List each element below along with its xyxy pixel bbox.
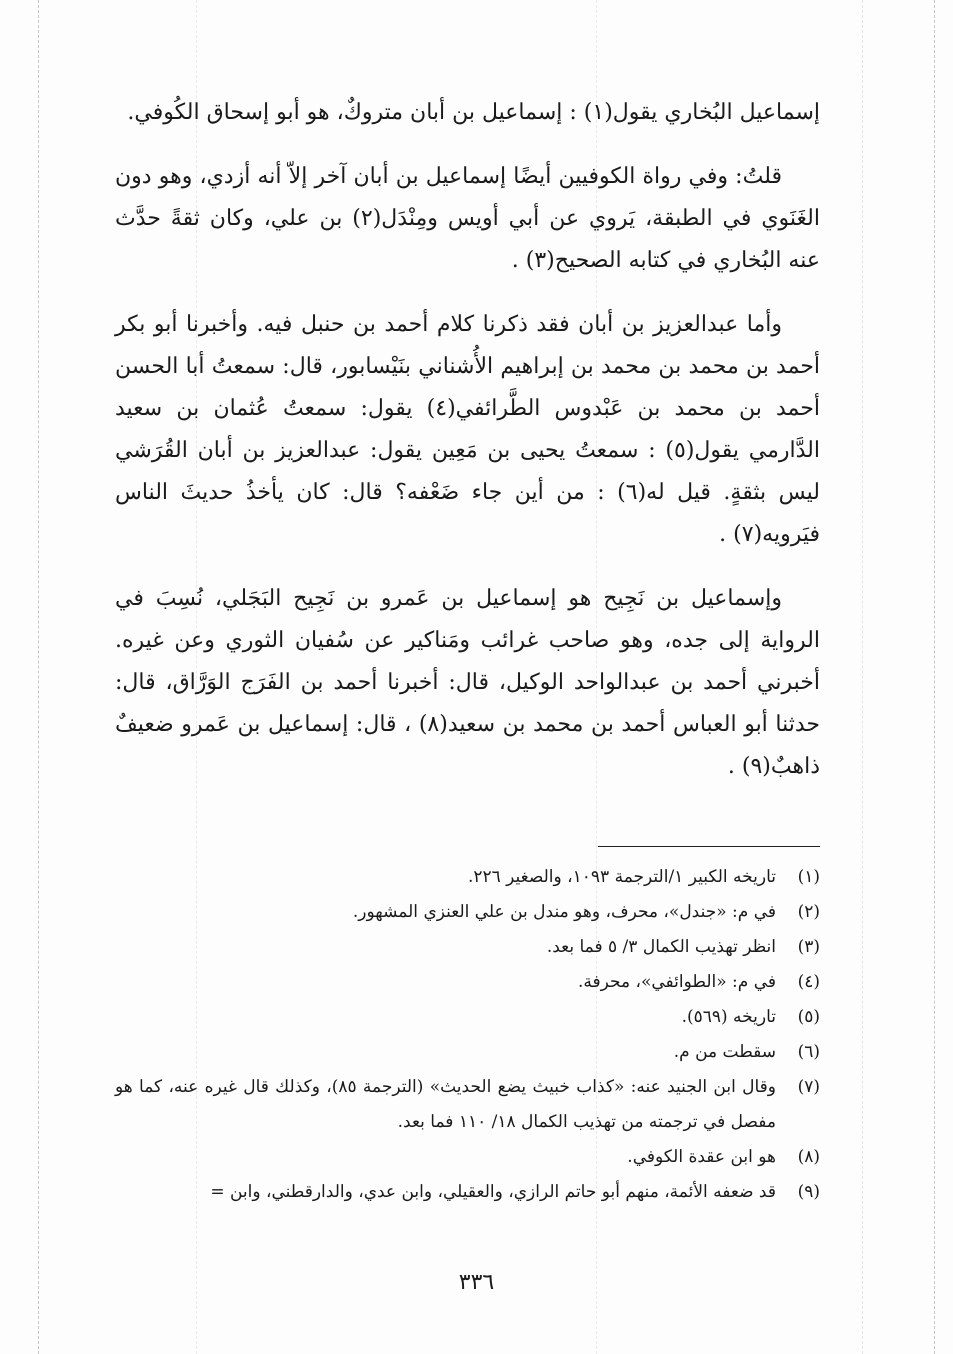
main-text xyxy=(115,92,820,788)
scan-edge-line xyxy=(862,0,863,1354)
footnote-number: (٦) xyxy=(797,1042,820,1062)
footnote-1 xyxy=(115,860,820,895)
footnote-text: سقطت من م. xyxy=(673,1042,776,1062)
footnote-number: (٣) xyxy=(797,937,820,957)
footnotes xyxy=(115,860,820,1210)
footnote-separator xyxy=(598,846,820,847)
footnote-number: (٩) xyxy=(797,1182,820,1202)
footnote-4 xyxy=(115,965,820,1000)
footnote-text: انظر تهذيب الكمال ٣/ ٥ فما بعد. xyxy=(546,937,776,957)
footnote-text: هو ابن عقدة الكوفي. xyxy=(627,1147,776,1167)
footnote-9 xyxy=(115,1175,820,1210)
footnote-2 xyxy=(115,895,820,930)
footnote-text: وقال ابن الجنيد عنه: «كذاب خبيث يضع الحديث» (الترجمة ٨٥)، وكذلك قال غيره عنه، كما هو مفصل في ترجمته من تهذيب الكمال ١٨/ ١١٠ فما بعد. xyxy=(115,1077,776,1132)
scan-edge-line xyxy=(38,0,39,1354)
footnote-number: (٤) xyxy=(797,972,820,992)
footnote-7 xyxy=(115,1070,820,1140)
footnote-text: في م: «الطوائفي»، محرفة. xyxy=(577,972,776,992)
page-number: ٣٣٦ xyxy=(458,1270,495,1295)
footnote-number: (٢) xyxy=(797,902,820,922)
paragraph-1: إسماعيل البُخاري يقول(١) : إسماعيل بن أبان متروكٌ، هو أبو إسحاق الكُوفي. xyxy=(127,100,820,125)
footnote-8 xyxy=(115,1140,820,1175)
footnote-6 xyxy=(115,1035,820,1070)
footnote-text: تاريخه الكبير ١/الترجمة ١٠٩٣، والصغير ٢٢٦. xyxy=(467,867,776,887)
footnote-number: (٧) xyxy=(797,1077,820,1097)
scan-edge-line xyxy=(934,0,935,1354)
footnote-3 xyxy=(115,930,820,965)
footnote-number: (٥) xyxy=(797,1007,820,1027)
footnote-number: (١) xyxy=(797,867,820,887)
footnote-5 xyxy=(115,1000,820,1035)
paragraph-4: وإسماعيل بن نَجِيح هو إسماعيل بن عَمرو بن نَجِيح البَجَلي، نُسِبَ في الرواية إلى جده، وهو صاحب غرائب ومَناكير عن سُفيان الثوري وعن غيره. أخبرني أحمد بن عبدالواحد الوكيل، قال: أخبرنا أحمد بن الفَرَج الوَرَّاق، قال: حدثنا أبو العباس أحمد بن محمد بن سعيد(٨) ، قال: إسماعيل بن عَمرو ضعيفٌ ذاهبٌ(٩) . xyxy=(115,586,821,779)
footnote-text: قد ضعفه الأئمة، منهم أبو حاتم الرازي، والعقيلي، وابن عدي، والدارقطني، وابن = xyxy=(210,1182,776,1202)
footnote-text: في م: «جندل»، محرف، وهو مندل بن علي العنزي المشهور. xyxy=(352,902,776,922)
footnote-text: تاريخه (٥٦٩). xyxy=(681,1007,776,1027)
paragraph-2: قلتُ: وفي رواة الكوفيين أيضًا إسماعيل بن أبان آخر إلاّ أنه أزدي، وهو دون الغَنَوي في الطبقة، يَروي عن أبي أويس ومِنْدَل(٢) بن علي، وكان ثقةً حدَّث عنه البُخاري في كتابه الصحيح(٣) . xyxy=(115,164,820,273)
paragraph-3: وأما عبدالعزيز بن أبان فقد ذكرنا كلام أحمد بن حنبل فيه. وأخبرنا أبو بكر أحمد بن محمد بن محمد بن إبراهيم الأُشناني بنَيْسابور، قال: سمعتُ أبا الحسن أحمد بن محمد بن عَبْدوس الطَّرائفي(٤) يقول: سمعتُ عُثمان بن سعيد الدَّارمي يقول(٥) : سمعتُ يحيى بن مَعِين يقول: عبدالعزيز بن أبان القُرَشي ليس بثقةٍ. قيل له(٦) : من أين جاء ضَعْفه؟ قال: كان يأخذُ حديثَ الناس فيَرويه(٧) . xyxy=(115,312,820,547)
footnote-number: (٨) xyxy=(797,1147,820,1167)
